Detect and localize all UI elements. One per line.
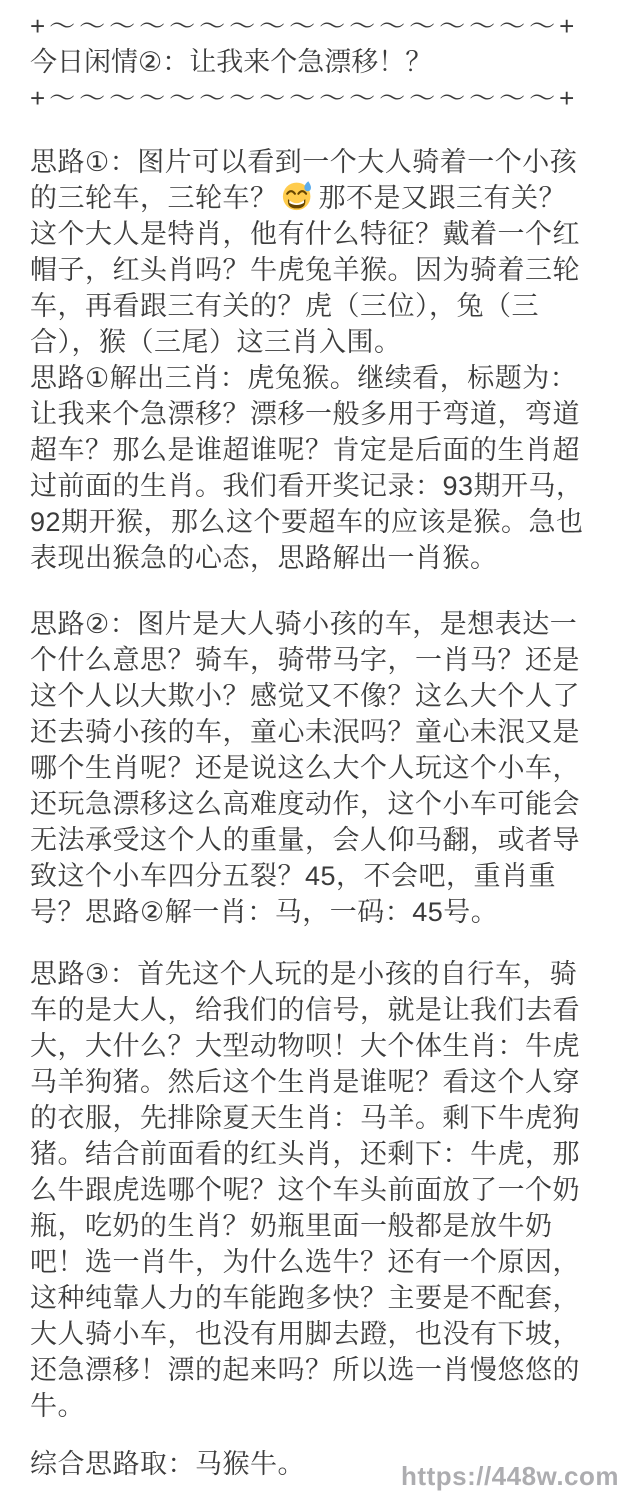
text-line: 表现出猴急的心态，思路解出一肖猴。 [30, 543, 498, 573]
text-line: 合），猴（三尾）这三肖入围。 [30, 327, 402, 357]
text-line: 思路②：图片是大人骑小孩的车，是想表达一 [30, 609, 578, 639]
text-line: 牛。 [30, 1391, 85, 1421]
text-line: 这个人以大欺小？感觉又不像？这么大个人了 [30, 681, 580, 711]
text-line: 这种纯靠人力的车能跑多快？主要是不配套， [30, 1283, 580, 1313]
text-line: 致这个小车四分五裂？45，不会吧，重肖重 [30, 861, 557, 891]
grinning-face-with-sweat-emoji-icon [282, 180, 313, 211]
text-line: 还急漂移！漂的起来吗？所以选一肖慢悠悠的 [30, 1355, 580, 1385]
text-line: 个什么意思？骑车，骑带马字，一肖马？还是 [30, 645, 580, 675]
text-line: 大，大什么？大型动物呗！大个体生肖：牛虎 [30, 1031, 580, 1061]
text-line: 思路①：图片可以看到一个大人骑着一个小孩 [30, 147, 578, 177]
text-line: 这个大人是特肖，他有什么特征？戴着一个红 [30, 219, 580, 249]
text-line: 让我来个急漂移？漂移一般多用于弯道，弯道 [30, 399, 580, 429]
text-line: 思路③：首先这个人玩的是小孩的自行车，骑 [30, 959, 578, 989]
watermark-url: https://448w.com [401, 1461, 619, 1491]
text-line: 帽子，红头肖吗？牛虎兔羊猴。因为骑着三轮 [30, 255, 580, 285]
text-line: 车的是大人，给我们的信号，就是让我们去看 [30, 995, 580, 1025]
text-line: 思路①解出三肖：虎兔猴。继续看，标题为： [30, 363, 578, 393]
text-line: 猪。结合前面看的红头肖，还剩下：牛虎，那 [30, 1139, 580, 1169]
text-line: 么牛跟虎选哪个呢？这个车头前面放了一个奶 [30, 1175, 580, 1205]
text-line: 92期开猴，那么这个要超车的应该是猴。急也 [30, 507, 584, 537]
text-line: 马羊狗猪。然后这个生肖是谁呢？看这个人穿 [30, 1067, 580, 1097]
text-line: 过前面的生肖。我们看开奖记录：93期开马， [30, 471, 584, 501]
text-segment: 的三轮车，三轮车？ [30, 183, 278, 213]
text-line: 综合思路取：马猴牛。 [30, 1449, 305, 1479]
header-border-top: +～～～～～～～～～～～～～～～～～+ [30, 11, 579, 41]
text-line: 无法承受这个人的重量，会人仰马翻，或者导 [30, 825, 580, 855]
text-line: 超车？那么是谁超谁呢？肯定是后面的生肖超 [30, 435, 580, 465]
text-line: 哪个生肖呢？还是说这么大个人玩这个小车， [30, 753, 580, 783]
header-border-bottom: +～～～～～～～～～～～～～～～～～+ [30, 83, 579, 113]
text-line: 吧！选一肖牛，为什么选牛？还有一个原因， [30, 1247, 580, 1277]
text-line: 瓶，吃奶的生肖？奶瓶里面一般都是放牛奶 [30, 1211, 553, 1241]
paragraph-idea-3 [30, 956, 609, 1424]
text-line-with-emoji [30, 180, 609, 216]
post-title: 今日闲情②：让我来个急漂移！？ [30, 47, 433, 77]
text-line: 大人骑小车，也没有用脚去蹬，也没有下坡， [30, 1319, 580, 1349]
text-segment: 那不是又跟三有关？ [318, 183, 566, 213]
paragraph-idea-2 [30, 606, 609, 930]
text-line: 还玩急漂移这么高难度动作，这个小车可能会 [30, 789, 580, 819]
text-line: 还去骑小孩的车，童心未泯吗？童心未泯又是 [30, 717, 580, 747]
text-line: 的衣服，先排除夏天生肖：马羊。剩下牛虎狗 [30, 1103, 580, 1133]
paragraph-idea-1 [30, 144, 609, 576]
text-line: 车，再看跟三有关的？虎（三位），兔（三 [30, 291, 539, 321]
text-line: 号？思路②解一肖：马，一码：45号。 [30, 897, 499, 927]
